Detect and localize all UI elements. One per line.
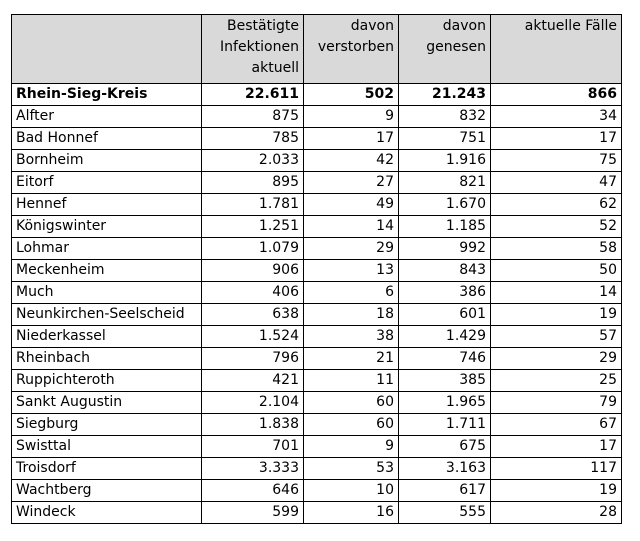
cell-confirmed: 875 — [202, 106, 304, 128]
cell-active: 50 — [491, 260, 622, 282]
cell-active: 17 — [491, 436, 622, 458]
table-row — [12, 392, 622, 414]
cell-recovered: 555 — [399, 502, 491, 524]
cell-deceased: 49 — [304, 194, 399, 216]
cell-recovered: 832 — [399, 106, 491, 128]
cell-municipality: Much — [12, 282, 202, 304]
cell-active: 58 — [491, 238, 622, 260]
cell-recovered: 1.185 — [399, 216, 491, 238]
cell-recovered: 1.670 — [399, 194, 491, 216]
cell-deceased: 9 — [304, 436, 399, 458]
cell-deceased: 17 — [304, 128, 399, 150]
cell-active: 47 — [491, 172, 622, 194]
cell-confirmed: 1.079 — [202, 238, 304, 260]
cell-deceased: 60 — [304, 392, 399, 414]
cell-municipality: Troisdorf — [12, 458, 202, 480]
cell-active: 25 — [491, 370, 622, 392]
cell-confirmed: 796 — [202, 348, 304, 370]
cell-municipality: Windeck — [12, 502, 202, 524]
header-row — [12, 15, 622, 84]
cell-active: 34 — [491, 106, 622, 128]
table-row — [12, 172, 622, 194]
cell-active: 79 — [491, 392, 622, 414]
table-row — [12, 458, 622, 480]
cell-active: 57 — [491, 326, 622, 348]
cell-recovered: 843 — [399, 260, 491, 282]
cell-recovered: 751 — [399, 128, 491, 150]
cell-recovered: 601 — [399, 304, 491, 326]
cell-municipality: Swisttal — [12, 436, 202, 458]
cell-municipality: Meckenheim — [12, 260, 202, 282]
cell-confirmed: 1.524 — [202, 326, 304, 348]
cell-deceased: 18 — [304, 304, 399, 326]
table-row — [12, 282, 622, 304]
table-row — [12, 260, 622, 282]
cell-active: 17 — [491, 128, 622, 150]
cell-recovered: 617 — [399, 480, 491, 502]
cell-confirmed: 646 — [202, 480, 304, 502]
table-row — [12, 194, 622, 216]
cell-recovered: 675 — [399, 436, 491, 458]
cell-active: 62 — [491, 194, 622, 216]
cell-recovered: 1.916 — [399, 150, 491, 172]
cell-confirmed: 599 — [202, 502, 304, 524]
header-active: aktuelle Fälle — [491, 15, 622, 84]
cell-deceased: 9 — [304, 106, 399, 128]
total-deceased: 502 — [304, 84, 399, 106]
header-confirmed: Bestätigte Infektionen aktuell — [202, 15, 304, 84]
cell-recovered: 1.965 — [399, 392, 491, 414]
cell-active: 52 — [491, 216, 622, 238]
cell-confirmed: 1.838 — [202, 414, 304, 436]
table-row — [12, 106, 622, 128]
cell-municipality: Niederkassel — [12, 326, 202, 348]
table-row — [12, 370, 622, 392]
cell-deceased: 6 — [304, 282, 399, 304]
cell-municipality: Neunkirchen-Seelscheid — [12, 304, 202, 326]
table-row — [12, 150, 622, 172]
cell-recovered: 1.711 — [399, 414, 491, 436]
cell-deceased: 14 — [304, 216, 399, 238]
cell-confirmed: 3.333 — [202, 458, 304, 480]
cell-active: 14 — [491, 282, 622, 304]
cell-deceased: 13 — [304, 260, 399, 282]
cell-deceased: 10 — [304, 480, 399, 502]
table-row — [12, 216, 622, 238]
table-row — [12, 436, 622, 458]
table-row — [12, 480, 622, 502]
cell-confirmed: 406 — [202, 282, 304, 304]
cell-deceased: 21 — [304, 348, 399, 370]
cell-municipality: Sankt Augustin — [12, 392, 202, 414]
total-active: 866 — [491, 84, 622, 106]
cell-recovered: 746 — [399, 348, 491, 370]
table-row — [12, 128, 622, 150]
cell-recovered: 992 — [399, 238, 491, 260]
table-row — [12, 502, 622, 524]
cell-confirmed: 785 — [202, 128, 304, 150]
total-name: Rhein-Sieg-Kreis — [12, 84, 202, 106]
cell-municipality: Ruppichteroth — [12, 370, 202, 392]
total-confirmed: 22.611 — [202, 84, 304, 106]
total-recovered: 21.243 — [399, 84, 491, 106]
cell-municipality: Wachtberg — [12, 480, 202, 502]
cell-recovered: 821 — [399, 172, 491, 194]
cell-active: 28 — [491, 502, 622, 524]
cell-recovered: 1.429 — [399, 326, 491, 348]
cell-active: 75 — [491, 150, 622, 172]
header-recovered: davon genesen — [399, 15, 491, 84]
covid-cases-table — [11, 14, 622, 524]
header-deceased: davon verstorben — [304, 15, 399, 84]
table-row — [12, 348, 622, 370]
cell-municipality: Alfter — [12, 106, 202, 128]
cell-recovered: 385 — [399, 370, 491, 392]
cell-recovered: 386 — [399, 282, 491, 304]
cell-deceased: 16 — [304, 502, 399, 524]
cell-municipality: Eitorf — [12, 172, 202, 194]
cell-confirmed: 638 — [202, 304, 304, 326]
cell-municipality: Königswinter — [12, 216, 202, 238]
cell-municipality: Bornheim — [12, 150, 202, 172]
cell-deceased: 11 — [304, 370, 399, 392]
header-municipality — [12, 15, 202, 84]
cell-confirmed: 1.781 — [202, 194, 304, 216]
table-row — [12, 414, 622, 436]
cell-municipality: Hennef — [12, 194, 202, 216]
table-row — [12, 326, 622, 348]
cell-confirmed: 895 — [202, 172, 304, 194]
table-row — [12, 238, 622, 260]
cell-recovered: 3.163 — [399, 458, 491, 480]
cell-confirmed: 2.033 — [202, 150, 304, 172]
cell-deceased: 27 — [304, 172, 399, 194]
cell-confirmed: 1.251 — [202, 216, 304, 238]
cell-deceased: 29 — [304, 238, 399, 260]
cell-deceased: 53 — [304, 458, 399, 480]
cell-municipality: Siegburg — [12, 414, 202, 436]
total-row — [12, 84, 622, 106]
cell-active: 117 — [491, 458, 622, 480]
table-row — [12, 304, 622, 326]
cell-municipality: Lohmar — [12, 238, 202, 260]
cell-confirmed: 701 — [202, 436, 304, 458]
cell-confirmed: 2.104 — [202, 392, 304, 414]
cell-confirmed: 421 — [202, 370, 304, 392]
cell-active: 29 — [491, 348, 622, 370]
cell-municipality: Bad Honnef — [12, 128, 202, 150]
cell-deceased: 38 — [304, 326, 399, 348]
cell-deceased: 42 — [304, 150, 399, 172]
cell-active: 67 — [491, 414, 622, 436]
cell-active: 19 — [491, 304, 622, 326]
cell-active: 19 — [491, 480, 622, 502]
cell-deceased: 60 — [304, 414, 399, 436]
cell-municipality: Rheinbach — [12, 348, 202, 370]
cell-confirmed: 906 — [202, 260, 304, 282]
